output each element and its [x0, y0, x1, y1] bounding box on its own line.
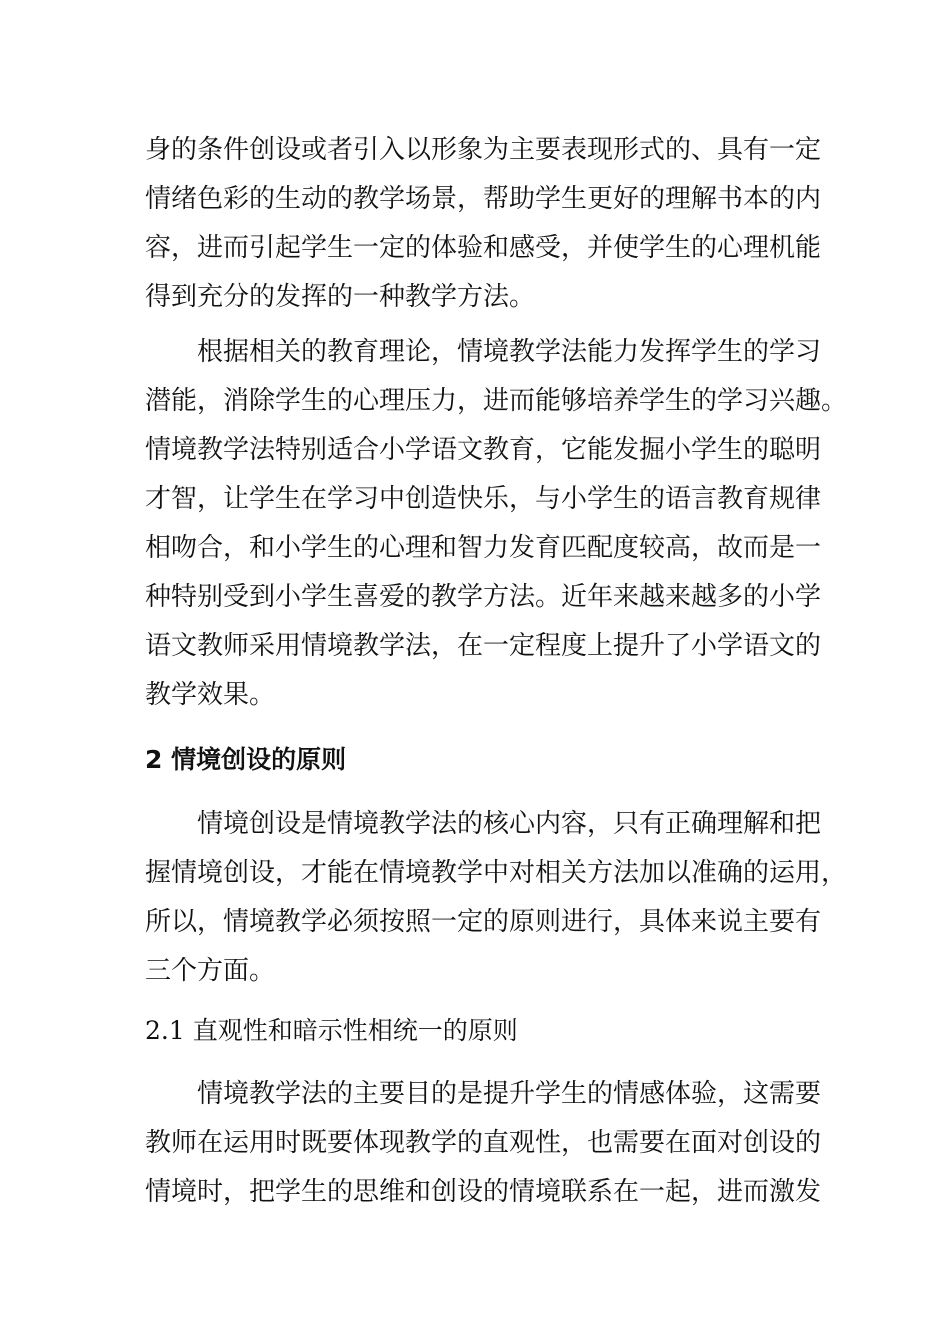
subsection-heading: 2.1 直观性和暗示性相统一的原则 — [145, 1016, 518, 1045]
paragraph-line: 得到充分的发挥的一种教学方法。 — [145, 282, 536, 312]
paragraph-line: 才智，让学生在学习中创造快乐，与小学生的语言教育规律 — [145, 484, 822, 514]
paragraph-situation-creation — [145, 800, 848, 996]
paragraph-line: 握情境创设，才能在情境教学中对相关方法加以准确的运用， — [145, 858, 848, 888]
paragraph-line: 种特别受到小学生喜爱的教学方法。近年来越来越多的小学 — [145, 582, 822, 612]
paragraph-continuation — [145, 126, 822, 322]
paragraph-line: 情绪色彩的生动的教学场景，帮助学生更好的理解书本的内 — [145, 184, 822, 214]
paragraph-line: 情境教学法的主要目的是提升学生的情感体验，这需要 — [197, 1079, 822, 1109]
paragraph-intuitive-principle — [145, 1070, 822, 1217]
paragraph-line: 潜能，消除学生的心理压力，进而能够培养学生的学习兴趣。 — [145, 386, 848, 416]
paragraph-line: 情境创设是情境教学法的核心内容，只有正确理解和把 — [197, 809, 822, 839]
paragraph-line: 情境时，把学生的思维和创设的情境联系在一起，进而激发 — [145, 1177, 822, 1207]
paragraph-line: 身的条件创设或者引入以形象为主要表现形式的、具有一定 — [145, 135, 822, 165]
paragraph-line: 语文教师采用情境教学法，在一定程度上提升了小学语文的 — [145, 631, 822, 661]
paragraph-line: 教师在运用时既要体现教学的直观性，也需要在面对创设的 — [145, 1128, 822, 1158]
section-heading: 2 情境创设的原则 — [145, 745, 347, 774]
paragraph-line: 相吻合，和小学生的心理和智力发育匹配度较高，故而是一 — [145, 533, 822, 563]
paragraph-line: 容，进而引起学生一定的体验和感受，并使学生的心理机能 — [145, 233, 822, 263]
paragraph-line: 三个方面。 — [145, 956, 276, 986]
paragraph-line: 情境教学法特别适合小学语文教育，它能发掘小学生的聪明 — [145, 435, 822, 465]
paragraph-line: 所以，情境教学必须按照一定的原则进行，具体来说主要有 — [145, 907, 822, 937]
paragraph-line: 教学效果。 — [145, 680, 276, 710]
paragraph-line: 根据相关的教育理论，情境教学法能力发挥学生的学习 — [197, 337, 822, 367]
paragraph-education-theory — [145, 328, 848, 720]
